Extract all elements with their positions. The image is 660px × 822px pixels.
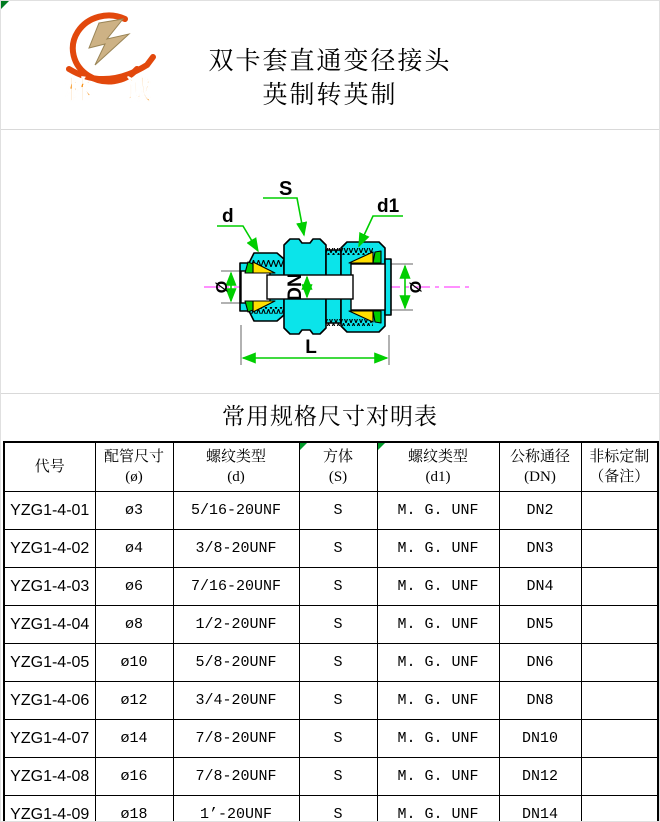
cell-thread_d1: M. G. UNF — [377, 606, 499, 644]
cell-pipe: ø14 — [95, 720, 173, 758]
cell-code: YZG1-4-02 — [4, 530, 95, 568]
page-title-line2: 英制转英制 — [262, 82, 398, 109]
cell-pipe: ø3 — [95, 492, 173, 530]
cell-thread_d: 7/8-20UNF — [173, 758, 299, 796]
cell-pipe: ø12 — [95, 682, 173, 720]
label-dia-left: Ø — [214, 280, 232, 294]
cell-remark — [581, 758, 658, 796]
cell-pipe: ø8 — [95, 606, 173, 644]
cell-body: S — [299, 568, 377, 606]
cell-dn: DN14 — [499, 796, 581, 822]
col-header-code — [4, 442, 95, 492]
cell-pipe: ø10 — [95, 644, 173, 682]
col-header-dn — [499, 442, 581, 492]
col-header-thread-d1 — [377, 442, 499, 492]
table-row — [4, 682, 658, 720]
page-title-line1: 双卡套直通变径接头 — [208, 48, 452, 75]
cell-body: S — [299, 644, 377, 682]
header-row — [4, 442, 658, 492]
cell-thread_d1: M. G. UNF — [377, 568, 499, 606]
col-header-thread-d — [173, 442, 299, 492]
logo-char-left: 林 — [65, 75, 92, 105]
cell-code: YZG1-4-05 — [4, 644, 95, 682]
cell-body: S — [299, 758, 377, 796]
cell-body: S — [299, 682, 377, 720]
cell-thread_d: 7/16-20UNF — [173, 568, 299, 606]
cell-code: YZG1-4-04 — [4, 606, 95, 644]
center-bore — [267, 275, 353, 299]
logo-char-right: 诚 — [125, 75, 152, 105]
header-line: 螺纹类型 — [407, 449, 468, 465]
table-title: 常用规格尺寸对明表 — [222, 404, 438, 429]
cell-body: S — [299, 530, 377, 568]
cell-body: S — [299, 796, 377, 822]
table-row — [4, 568, 658, 606]
header-line: (DN) — [524, 469, 556, 485]
cell-remark — [581, 644, 658, 682]
cell-thread_d: 3/4-20UNF — [173, 682, 299, 720]
header-line: (d1) — [425, 469, 451, 485]
cell-thread_d: 1’-20UNF — [173, 796, 299, 822]
sheet-corner-error-marker-icon — [1, 1, 9, 9]
table-row — [4, 644, 658, 682]
fitting-technical-drawing — [1, 129, 660, 393]
header-line: (ø) — [125, 469, 143, 485]
cell-body: S — [299, 720, 377, 758]
cell-dn: DN2 — [499, 492, 581, 530]
label-DN: DN — [285, 273, 307, 301]
right-collar — [385, 259, 391, 315]
cell-code: YZG1-4-08 — [4, 758, 95, 796]
cell-body: S — [299, 492, 377, 530]
header-line: (S) — [328, 469, 348, 485]
cell-pipe: ø16 — [95, 758, 173, 796]
cell-remark — [581, 720, 658, 758]
error-marker-icon — [378, 443, 385, 450]
cell-thread_d: 7/8-20UNF — [173, 720, 299, 758]
cell-remark — [581, 606, 658, 644]
cell-remark — [581, 492, 658, 530]
cell-thread_d: 3/8-20UNF — [173, 530, 299, 568]
cell-thread_d: 5/16-20UNF — [173, 492, 299, 530]
cell-pipe: ø6 — [95, 568, 173, 606]
cell-thread_d1: M. G. UNF — [377, 682, 499, 720]
label-S: S — [279, 178, 293, 200]
table-row — [4, 492, 658, 530]
cell-pipe: ø4 — [95, 530, 173, 568]
header-line: 公称通径 — [509, 449, 570, 465]
cell-remark — [581, 682, 658, 720]
cell-thread_d1: M. G. UNF — [377, 530, 499, 568]
cell-thread_d: 1/2-20UNF — [173, 606, 299, 644]
cell-thread_d: 5/8-20UNF — [173, 644, 299, 682]
cell-thread_d1: M. G. UNF — [377, 492, 499, 530]
cell-code: YZG1-4-03 — [4, 568, 95, 606]
right-socket-bore — [351, 264, 385, 310]
cell-dn: DN12 — [499, 758, 581, 796]
header-line: 螺纹类型 — [205, 449, 266, 465]
cell-remark — [581, 568, 658, 606]
cell-pipe: ø18 — [95, 796, 173, 822]
label-d: d — [222, 206, 234, 227]
cell-code: YZG1-4-09 — [4, 796, 95, 822]
cell-dn: DN10 — [499, 720, 581, 758]
spec-table — [3, 441, 659, 822]
cell-code: YZG1-4-06 — [4, 682, 95, 720]
cell-body: S — [299, 606, 377, 644]
header-line: (d) — [227, 469, 245, 485]
header-line: （备注） — [589, 469, 650, 485]
table-row — [4, 796, 658, 822]
cell-code: YZG1-4-07 — [4, 720, 95, 758]
left-tube-bore — [241, 271, 270, 303]
error-marker-icon — [300, 443, 307, 450]
cell-dn: DN4 — [499, 568, 581, 606]
header-line: 方体 — [322, 449, 353, 465]
cell-thread_d1: M. G. UNF — [377, 796, 499, 822]
header-line: 代号 — [34, 459, 65, 475]
cell-dn: DN8 — [499, 682, 581, 720]
cell-remark — [581, 530, 658, 568]
col-header-pipe-size — [95, 442, 173, 492]
label-dia-right: Ø — [408, 280, 426, 294]
table-row — [4, 758, 658, 796]
cell-code: YZG1-4-01 — [4, 492, 95, 530]
label-L: L — [305, 337, 317, 358]
col-header-body-s — [299, 442, 377, 492]
table-row — [4, 720, 658, 758]
table-row — [4, 530, 658, 568]
cell-remark — [581, 796, 658, 822]
label-d1: d1 — [377, 196, 400, 217]
cell-thread_d1: M. G. UNF — [377, 644, 499, 682]
cell-dn: DN6 — [499, 644, 581, 682]
cell-dn: DN5 — [499, 606, 581, 644]
cell-thread_d1: M. G. UNF — [377, 758, 499, 796]
cell-thread_d1: M. G. UNF — [377, 720, 499, 758]
header-line: 非标定制 — [589, 449, 650, 465]
table-row — [4, 606, 658, 644]
header-line: 配管尺寸 — [103, 449, 164, 465]
col-header-remark — [581, 442, 658, 492]
cell-dn: DN3 — [499, 530, 581, 568]
